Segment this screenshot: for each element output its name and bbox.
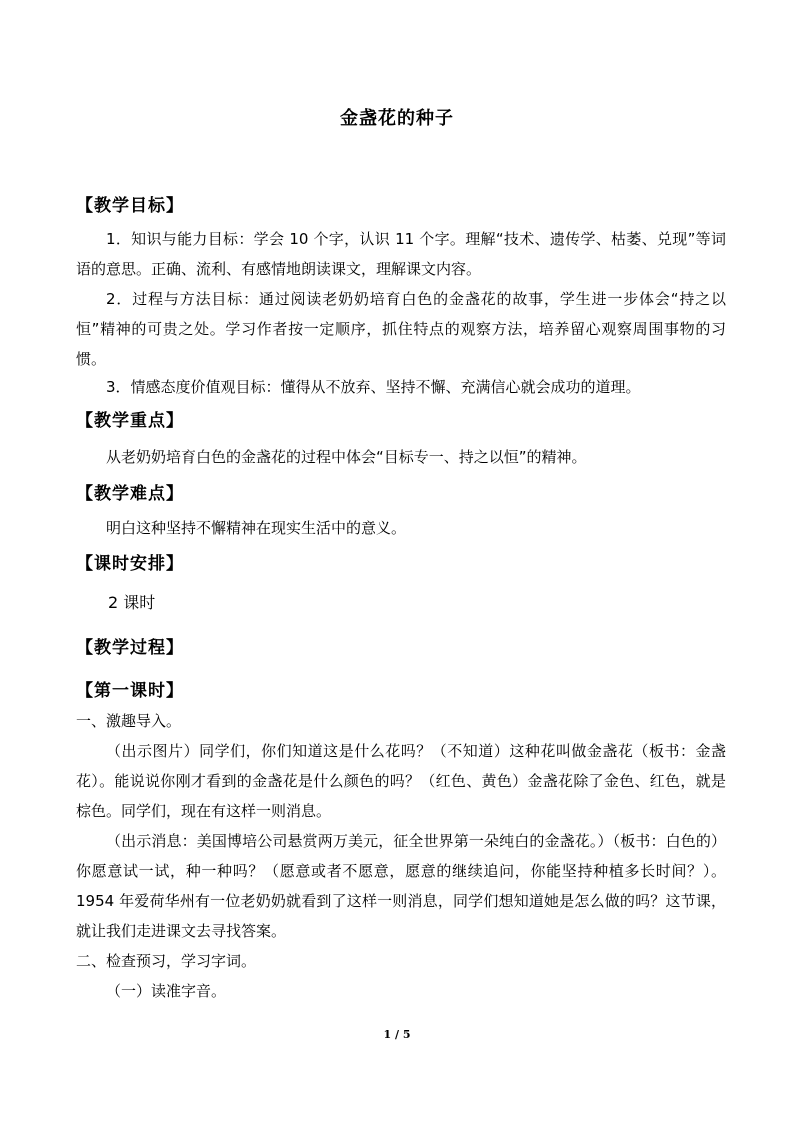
objectives-heading: 【教学目标】 bbox=[76, 196, 184, 216]
difficulty-text: 明白这种坚持不懈精神在现实生活中的意义。 bbox=[106, 519, 407, 537]
difficulty-heading: 【教学难点】 bbox=[76, 484, 184, 504]
sub-step-1: （一）读准字音。 bbox=[106, 982, 227, 1000]
step-2: 二、检查预习，学习字词。 bbox=[76, 952, 257, 970]
page-title: 金盏花的种子 bbox=[340, 108, 454, 129]
schedule-text: 2 课时 bbox=[108, 593, 156, 612]
schedule-heading: 【课时安排】 bbox=[76, 554, 184, 574]
objective-2: 2．过程与方法目标：通过阅读老奶奶培育白色的金盏花的故事，学生进一步体会“持之以恒”精神的可贵之处。学习作者按一定顺序，抓住特点的观察方法，培养留心观察周围事物的习惯。 bbox=[76, 290, 726, 368]
key-heading: 【教学重点】 bbox=[76, 411, 184, 431]
paragraph-2: （出示消息：美国博培公司悬赏两万美元，征全世界第一朵纯白的金盏花。）（板书：白色的）你愿意试一试，种一种吗？（愿意或者不愿意，愿意的继续追问，你能坚持种植多长时间？）。1954 年爱荷华州有一位老奶奶就看到了这样一则消息，同学们想知道她是怎么做的吗？这节课，就让我们走进课文去寻找答案。 bbox=[76, 832, 726, 940]
step-1: 一、激趣导入。 bbox=[76, 712, 182, 730]
objective-1: 1．知识与能力目标：学会 10 个字，认识 11 个字。理解“技术、遗传学、枯萎、兑现”等词语的意思。正确、流利、有感情地朗读课文，理解课文内容。 bbox=[76, 230, 726, 278]
key-text: 从老奶奶培育白色的金盏花的过程中体会“目标专一、持之以恒”的精神。 bbox=[106, 448, 587, 466]
first-lesson-heading: 【第一课时】 bbox=[76, 681, 184, 701]
paragraph-1: （出示图片）同学们，你们知道这是什么花吗？（不知道）这种花叫做金盏花（板书：金盏花）。能说说你刚才看到的金盏花是什么颜色的吗？（红色、黄色）金盏花除了金色、红色，就是棕色。同学们，现在有这样一则消息。 bbox=[76, 742, 726, 820]
process-heading: 【教学过程】 bbox=[76, 638, 184, 658]
page-number: 1 / 5 bbox=[383, 1028, 411, 1041]
objective-3: 3．情感态度价值观目标：懂得从不放弃、坚持不懈、充满信心就会成功的道理。 bbox=[106, 378, 641, 396]
